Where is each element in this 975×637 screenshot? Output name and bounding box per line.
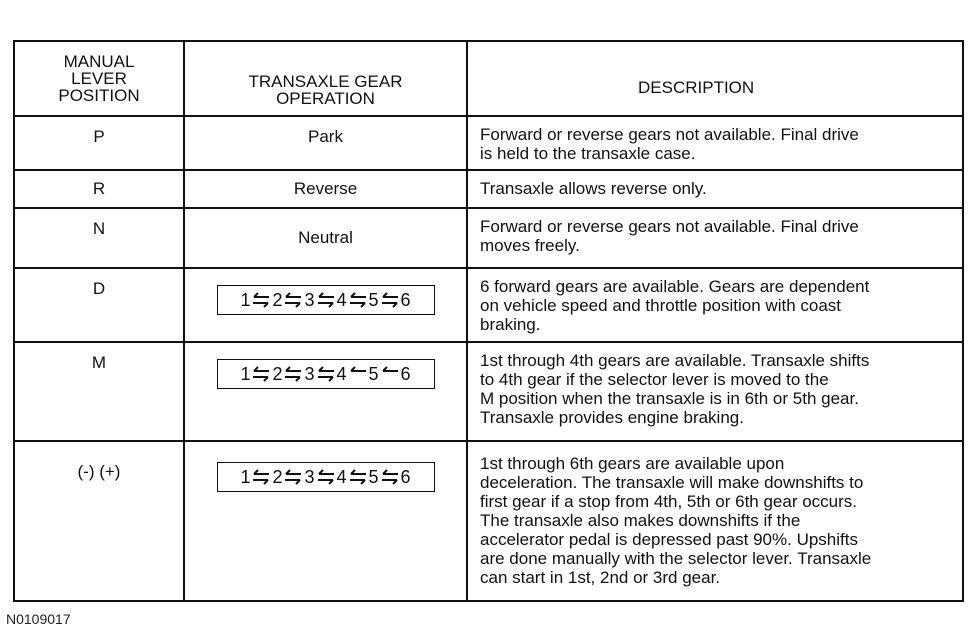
double-shift-arrow-icon <box>283 292 303 308</box>
lever-position-cell: M <box>14 342 184 441</box>
header-manual-lever-position <box>14 41 184 116</box>
double-shift-arrow-icon <box>380 292 400 308</box>
description-line: to 4th gear if the selector lever is moved to the <box>480 370 829 389</box>
description-line: moves freely. <box>480 236 580 255</box>
description-line: are done manually with the selector lever. Transaxle <box>480 549 872 568</box>
gear-sequence-box <box>217 359 435 389</box>
gear-number: 2 <box>272 466 283 487</box>
gear-number: 5 <box>368 363 379 384</box>
double-shift-arrow-icon <box>283 366 303 382</box>
gear-sequence-box <box>217 285 435 315</box>
gear-number: 4 <box>336 289 347 310</box>
description-cell <box>467 170 963 208</box>
description-line: 1st through 6th gears are available upon <box>480 454 785 473</box>
gear-number: 3 <box>304 466 315 487</box>
gear-number: 1 <box>240 466 251 487</box>
table-row <box>14 268 963 342</box>
double-shift-arrow-icon <box>380 469 400 485</box>
header-line: OPERATION <box>276 89 375 108</box>
transmission-table <box>13 40 964 602</box>
double-shift-arrow-icon <box>316 292 336 308</box>
description-line: The transaxle also makes downshifts if the <box>480 511 801 530</box>
double-shift-arrow-icon <box>251 469 271 485</box>
double-shift-arrow-icon <box>316 366 336 382</box>
gear-number: 5 <box>368 466 379 487</box>
description-cell <box>467 268 963 342</box>
double-shift-arrow-icon <box>283 469 303 485</box>
gear-number: 4 <box>336 363 347 384</box>
lever-position-cell: P <box>14 116 184 170</box>
description-line: Forward or reverse gears not available. Final drive <box>480 217 859 236</box>
gear-number: 2 <box>272 289 283 310</box>
gear-operation-cell <box>184 342 467 441</box>
description-line: M position when the transaxle is in 6th or 5th gear. <box>480 389 859 408</box>
gear-number: 3 <box>304 289 315 310</box>
description-line: Forward or reverse gears not available. Final drive <box>480 125 859 144</box>
table-row <box>14 208 963 268</box>
table-row <box>14 170 963 208</box>
description-line: 6 forward gears are available. Gears are dependent <box>480 277 870 296</box>
header-row <box>14 41 963 116</box>
gear-operation-cell <box>184 441 467 601</box>
description-line: braking. <box>480 315 541 334</box>
double-shift-arrow-icon <box>348 469 368 485</box>
description-line: first gear if a stop from 4th, 5th or 6th gear occurs. <box>480 492 858 511</box>
description-line: Transaxle allows reverse only. <box>480 179 707 198</box>
double-shift-arrow-icon <box>348 292 368 308</box>
description-line: Transaxle provides engine braking. <box>480 408 744 427</box>
description-line: accelerator pedal is depressed past 90%. Upshifts <box>480 530 858 549</box>
header-line: TRANSAXLE GEAR <box>248 72 403 91</box>
description-cell <box>467 441 963 601</box>
header-line: LEVER <box>71 69 127 88</box>
gear-number: 2 <box>272 363 283 384</box>
gear-number: 3 <box>304 363 315 384</box>
lever-position-cell: R <box>14 170 184 208</box>
header-line: MANUAL <box>63 52 135 71</box>
gear-operation-cell: Reverse <box>184 170 467 208</box>
left-shift-arrow-icon <box>348 366 368 382</box>
gear-number: 4 <box>336 466 347 487</box>
description-cell <box>467 208 963 268</box>
gear-operation-cell: Park <box>184 116 467 170</box>
lever-position-cell: D <box>14 268 184 342</box>
table-row <box>14 116 963 170</box>
gear-operation-cell <box>184 268 467 342</box>
gear-number: 6 <box>400 363 411 384</box>
description-line: deceleration. The transaxle will make downshifts to <box>480 473 864 492</box>
gear-number: 1 <box>240 363 251 384</box>
table-row <box>14 441 963 601</box>
description-line: is held to the transaxle case. <box>480 144 696 163</box>
gear-number: 6 <box>400 466 411 487</box>
description-line: on vehicle speed and throttle position with coast <box>480 296 842 315</box>
header-description: DESCRIPTION <box>467 41 963 116</box>
double-shift-arrow-icon <box>316 469 336 485</box>
lever-position-cell: (-) (+) <box>14 441 184 601</box>
header-transaxle-gear-operation <box>184 41 467 116</box>
gear-number: 1 <box>240 289 251 310</box>
gear-operation-cell: Neutral <box>184 208 467 268</box>
left-shift-arrow-icon <box>380 366 400 382</box>
table-row <box>14 342 963 441</box>
double-shift-arrow-icon <box>251 366 271 382</box>
description-line: 1st through 4th gears are available. Transaxle shifts <box>480 351 870 370</box>
double-shift-arrow-icon <box>251 292 271 308</box>
description-cell <box>467 116 963 170</box>
description-line: can start in 1st, 2nd or 3rd gear. <box>480 568 721 587</box>
gear-sequence-box <box>217 462 435 492</box>
description-cell <box>467 342 963 441</box>
figure-id-label: N0109017 <box>6 611 71 627</box>
gear-number: 5 <box>368 289 379 310</box>
header-line: POSITION <box>58 86 140 105</box>
gear-number: 6 <box>400 289 411 310</box>
lever-position-cell: N <box>14 208 184 268</box>
